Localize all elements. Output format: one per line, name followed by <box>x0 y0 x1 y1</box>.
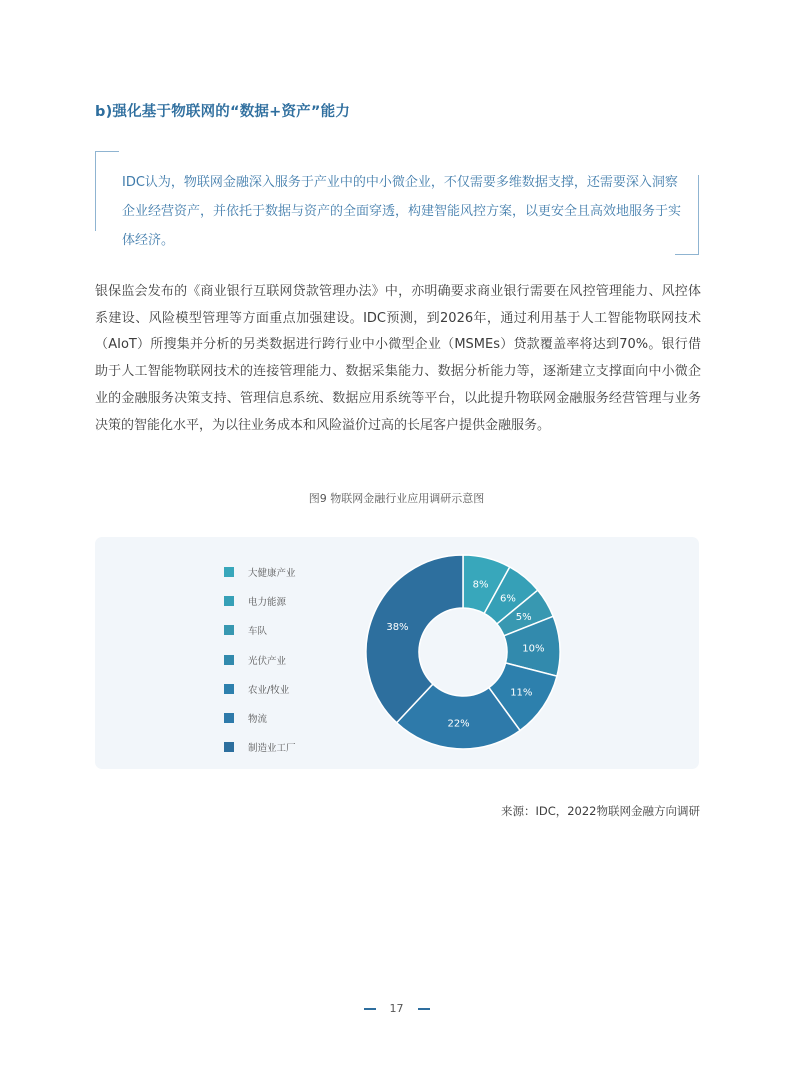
chart-panel <box>95 537 699 769</box>
section-title: b)强化基于物联网的“数据+资产”能力 <box>95 104 351 120</box>
legend-swatch <box>224 625 234 635</box>
source-note: 来源：IDC，2022物联网金融方向调研 <box>500 804 700 818</box>
legend-label: 电力能源 <box>248 596 287 608</box>
legend-swatch <box>224 596 234 606</box>
legend-swatch <box>224 742 234 752</box>
slice-label: 6% <box>500 593 516 605</box>
legend-item <box>224 616 296 645</box>
legend-item <box>224 733 296 762</box>
donut-chart <box>363 554 563 754</box>
legend-item <box>224 703 296 732</box>
legend-label: 制造业工厂 <box>248 743 296 755</box>
legend-label: 物流 <box>248 714 268 726</box>
quote-bracket-bottom-right <box>698 175 699 255</box>
slice-label: 11% <box>510 687 533 699</box>
quote-bracket-top-left <box>95 151 96 231</box>
legend-swatch <box>224 655 234 665</box>
slice-label: 5% <box>515 612 532 624</box>
quote-box <box>95 151 699 255</box>
chart-legend <box>224 557 296 762</box>
legend-label: 大健康产业 <box>248 567 296 579</box>
legend-label: 农业/牧业 <box>248 684 290 696</box>
body-paragraph: 银保监会发布的《商业银行互联网贷款管理办法》中，亦明确要求商业银行需要在风控管理能力、风控体系建设、风险模型管理等方面重点加强建设。IDC预测，到2026年，通过利用基于人工智能物联网技术（AIoT）所搜集并分析的另类数据进行跨行业中小微型企业（MSMEs）贷款覆盖率将达到70%。银行借助于人工智能物联网技术的连接管理能力、数据采集能力、数据分析能力等，逐渐建立支撑面向中小微企业的金融服务决策支持、管理信息系统、数据应用系统等平台，以此提升物联网金融服务经营管理与业务决策的智能化水平，为以往业务成本和风险溢价过高的长尾客户提供金融服务。 <box>95 284 701 433</box>
legend-item <box>224 645 296 674</box>
legend-item <box>224 586 296 615</box>
slice-label: 22% <box>447 718 470 730</box>
slice-label: 8% <box>472 579 489 591</box>
page-dash-left <box>364 1008 376 1010</box>
quote-bracket-top-left-h <box>95 151 119 152</box>
slice-label: 10% <box>522 643 545 655</box>
legend-swatch <box>224 713 234 723</box>
page-footer <box>0 1002 793 1015</box>
legend-swatch <box>224 684 234 694</box>
legend-label: 车队 <box>248 626 268 638</box>
slice-label: 38% <box>386 622 409 634</box>
legend-swatch <box>224 567 234 577</box>
quote-text: IDC认为，物联网金融深入服务于产业中的中小微企业，不仅需要多维数据支撑，还需要深入洞察企业经营资产，并依托于数据与资产的全面穿透，构建智能风控方案，以更安全且高效地服务于实体经济。 <box>122 175 682 248</box>
page-dash-right <box>418 1008 430 1010</box>
figure-caption: 图9 物联网金融行业应用调研示意图 <box>308 492 485 505</box>
legend-label: 光伏产业 <box>248 655 287 667</box>
legend-item <box>224 557 296 586</box>
page-number: 17 <box>389 1002 404 1015</box>
legend-item <box>224 674 296 703</box>
